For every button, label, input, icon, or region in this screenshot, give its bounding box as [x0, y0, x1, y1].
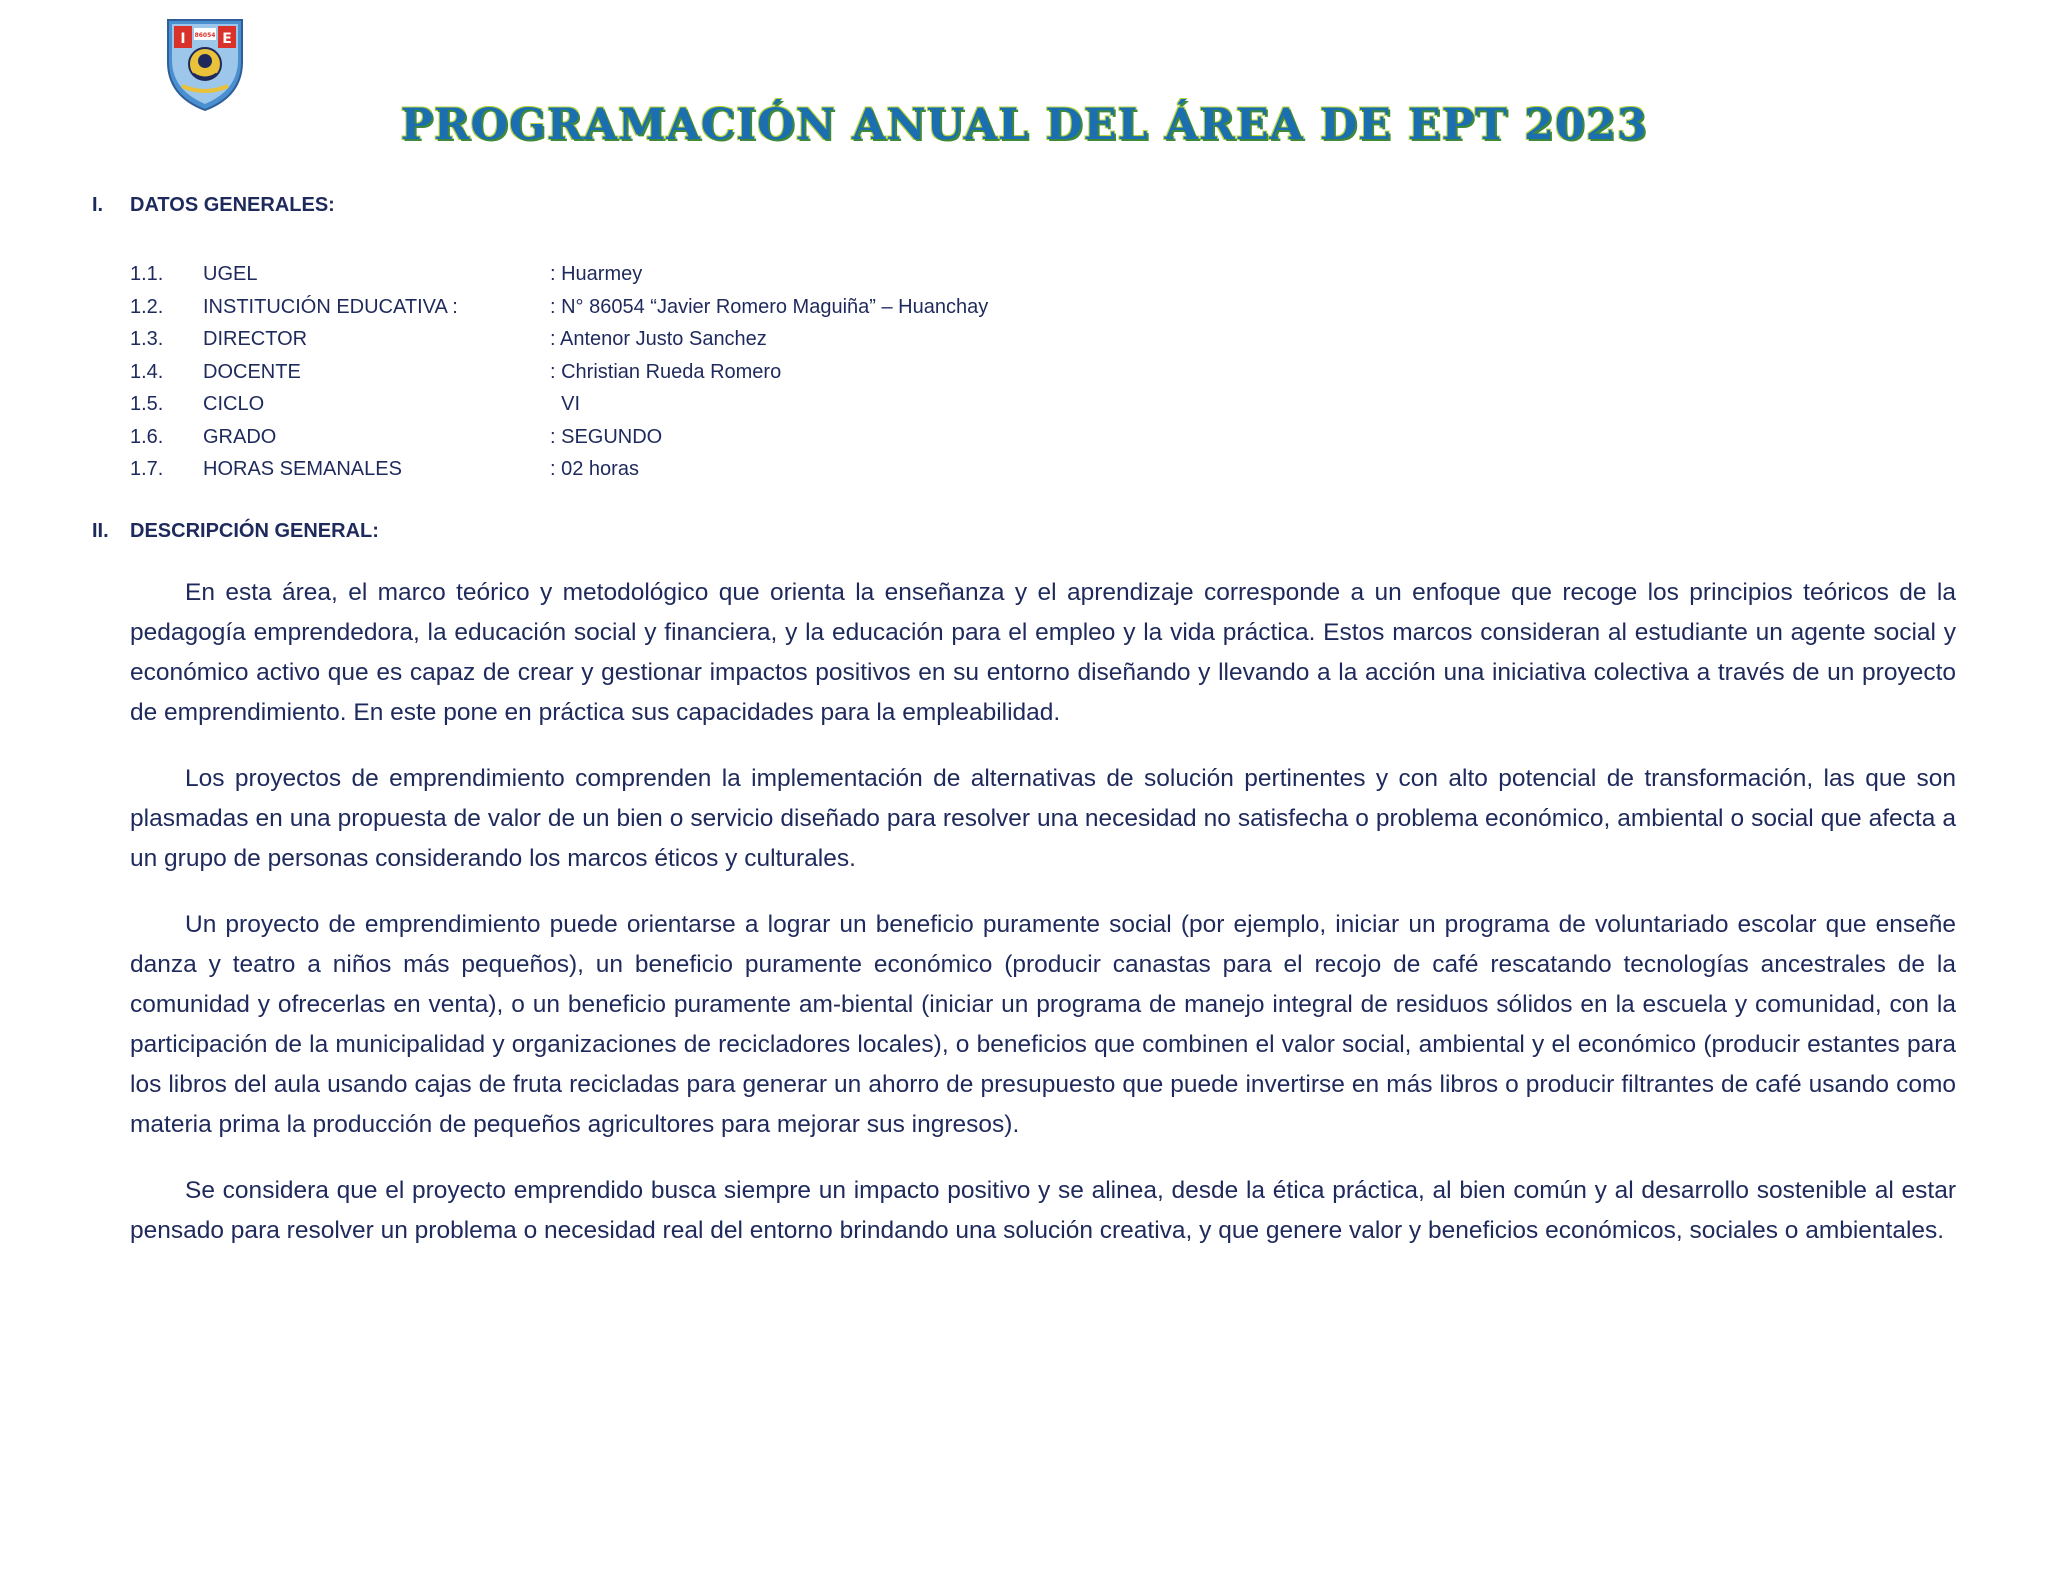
item-label: DIRECTOR: [203, 328, 308, 350]
svg-text:E: E: [222, 31, 232, 47]
item-label: CICLO: [203, 393, 265, 415]
school-crest-logo: [160, 14, 250, 114]
svg-text:86054: 86054: [194, 32, 216, 39]
section-heading-datos-generales: [92, 194, 335, 217]
paragraph: En esta área, el marco teórico y metodológico que orienta la enseñanza y el aprendizaje corresponde a un enfoque que recoge los principios teóricos de la pedagogía emprendedora, la educación social y financiera, y la educación para el empleo y la vida práctica. Estos marcos consideran al estudiante un agente social y económico activo que es capaz de crear y gestionar impactos positivos en su entorno diseñando y llevando a la acción una iniciativa colectiva a través de un proyecto de emprendimiento. En este pone en práctica sus capacidades para la empleabilidad.: [130, 579, 1956, 726]
item-value: : N° 86054 “Javier Romero Maguiña” – Huanchay: [550, 295, 989, 318]
crest-icon: [160, 14, 250, 114]
item-index: 1.6.: [130, 425, 164, 448]
item-value: : Christian Rueda Romero: [550, 360, 782, 383]
list-item: [130, 356, 1230, 389]
list-item: [130, 291, 1230, 324]
item-value: : SEGUNDO: [550, 425, 663, 448]
section-title: DESCRIPCIÓN GENERAL:: [130, 520, 379, 542]
item-index: 1.1.: [130, 263, 164, 285]
list-item: [130, 421, 1230, 454]
item-index: 1.4.: [130, 360, 164, 383]
item-label: DOCENTE: [203, 360, 301, 383]
datos-generales-list: [130, 258, 1230, 486]
item-label: UGEL: [203, 263, 258, 285]
list-item: [130, 258, 1230, 291]
description-body: [130, 573, 1956, 1277]
section-title: DATOS GENERALES:: [130, 194, 335, 216]
section-number: II.: [92, 520, 109, 542]
item-label: HORAS SEMANALES: [203, 458, 402, 480]
item-value: : Antenor Justo Sanchez: [550, 328, 767, 350]
list-item: [130, 453, 1230, 486]
item-value: : 02 horas: [550, 458, 639, 480]
section-number: I.: [92, 194, 104, 216]
item-index: 1.3.: [130, 328, 164, 350]
item-label: INSTITUCIÓN EDUCATIVA :: [203, 295, 458, 318]
svg-text:I: I: [180, 31, 186, 47]
list-item: [130, 388, 1230, 421]
list-item: [130, 323, 1230, 356]
page-title: PROGRAMACIÓN ANUAL DEL ÁREA DE EPT 2023: [400, 100, 1648, 150]
item-index: 1.2.: [130, 295, 164, 318]
section-heading-descripcion-general: [92, 520, 379, 543]
item-index: 1.7.: [130, 458, 164, 480]
paragraph: Se considera que el proyecto emprendido busca siempre un impacto positivo y se alinea, desde la ética práctica, al bien común y al desarrollo sostenible al estar pensado para resolver un problema o necesidad real del entorno brindando una solución creativa, y que genere valor y beneficios económicos, sociales o ambientales.: [130, 1177, 1956, 1244]
paragraph: Los proyectos de emprendimiento comprenden la implementación de alternativas de solución pertinentes y con alto potencial de transformación, las que son plasmadas en una propuesta de valor de un bien o servicio diseñado para resolver una necesidad no satisfecha o problema económico, ambiental o social que afecta a un grupo de personas considerando los marcos éticos y culturales.: [130, 765, 1956, 872]
item-label: GRADO: [203, 425, 277, 448]
item-value: VI: [550, 393, 581, 415]
paragraph: Un proyecto de emprendimiento puede orientarse a lograr un beneficio puramente social (por ejemplo, iniciar un programa de voluntariado escolar que enseñe danza y teatro a niños más pequeños), un beneficio puramente económico (producir canastas para el recojo de café rescatando tecnologías ancestrales de la comunidad y ofrecerlas en venta), o un beneficio puramente am-biental (iniciar un programa de manejo integral de residuos sólidos en la escuela y comunidad, con la participación de la municipalidad y organizaciones de recicladores locales), o beneficios que combinen el valor social, ambiental y el económico (producir estantes para los libros del aula usando cajas de fruta recicladas para generar un ahorro de presupuesto que puede invertirse en más libros o producir filtrantes de café usando como materia prima la producción de pequeños agricultores para mejorar sus ingresos).: [130, 911, 1956, 1138]
item-index: 1.5.: [130, 393, 164, 415]
item-value: : Huarmey: [550, 263, 643, 285]
